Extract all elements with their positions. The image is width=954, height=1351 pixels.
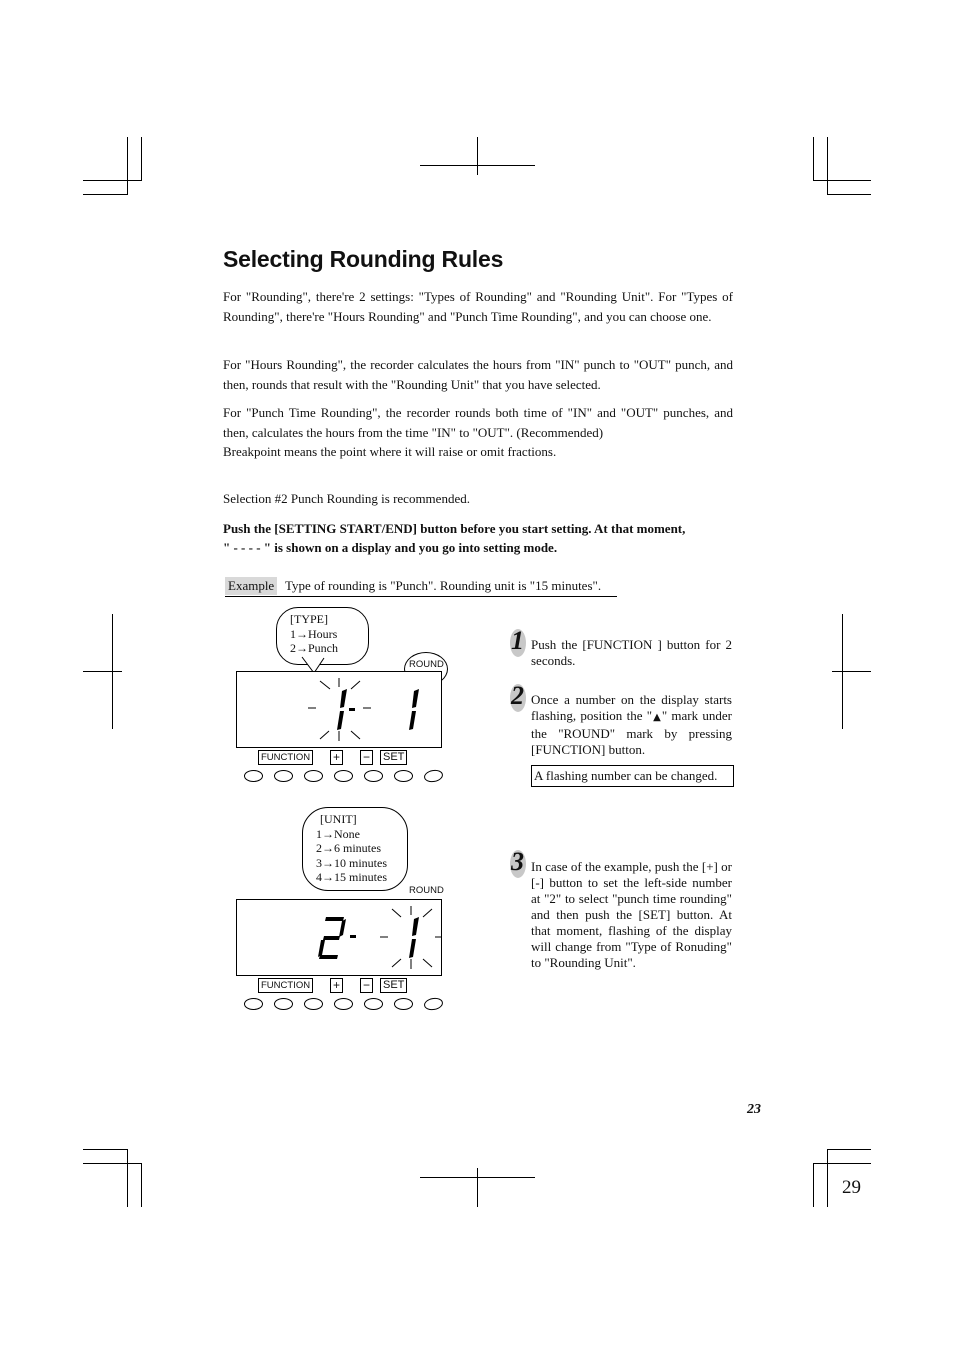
plus-button-label: + (330, 978, 343, 993)
button[interactable] (244, 770, 263, 782)
example-tag: Example (225, 577, 277, 595)
button[interactable] (423, 996, 444, 1011)
unit-bubble-line: 3→10 minutes (316, 855, 387, 870)
example-text: Type of rounding is "Punch". Rounding unit is "15 minutes". (285, 578, 602, 593)
step-2-number: 2 (511, 681, 524, 710)
flashing-note: A flashing number can be changed. (531, 765, 734, 787)
button[interactable] (334, 770, 353, 782)
button[interactable] (394, 998, 413, 1010)
step-3-number: 3 (511, 847, 524, 876)
type-bubble-line: [TYPE] (290, 612, 328, 626)
function-button-label: FUNCTION (258, 750, 313, 765)
button-row-2 (244, 998, 443, 1010)
button[interactable] (334, 998, 353, 1010)
minus-button-label: − (360, 750, 373, 765)
lcd-digits-1 (236, 671, 442, 748)
triangle-mark-icon: ▲ (652, 712, 662, 723)
step-2-text-after: " mark under the "ROUND" mark by pressing [FUNCTION] button. (531, 708, 732, 757)
button[interactable] (394, 770, 413, 782)
set-button-label: SET (380, 750, 407, 765)
button[interactable] (423, 768, 444, 783)
button[interactable] (244, 998, 263, 1010)
breakpoint-paragraph: Breakpoint means the point where it will raise or omit fractions. (223, 444, 557, 459)
unit-bubble-line: 1→None (316, 826, 360, 841)
button[interactable] (364, 998, 383, 1010)
step-1-number: 1 (511, 626, 524, 655)
round-label: ROUND (409, 659, 444, 670)
round-label: ROUND (409, 885, 444, 896)
lcd-digits-2 (236, 899, 442, 976)
instruction-line-2: " - - - - " is shown on a display and you go into setting mode. (223, 540, 558, 555)
button[interactable] (304, 998, 323, 1010)
button[interactable] (364, 770, 383, 782)
step-3-text: In case of the example, push the [+] or [-] button to set the left-side number at "2" to select "punch time rounding" and then push the [SET] button. At that moment, flashing of the display will change from "Type of Ronuding" to "Rounding Unit". (531, 859, 732, 970)
unit-bubble-line: 4→15 minutes (316, 870, 387, 884)
type-bubble-line: 1→Hours (290, 626, 338, 641)
page-number-italic: 23 (747, 1102, 761, 1117)
intro-paragraph: For "Rounding", there're 2 settings: "Types of Rounding" and "Rounding Unit". For "Types of Rounding", there're "Hours Rounding" and "Punch Time Rounding", and you can choose one. (223, 289, 733, 324)
unit-bubble (302, 807, 408, 891)
step-2-text (531, 692, 732, 758)
step-2-text-before: Once a number on the display starts flashing, position the " (531, 692, 732, 723)
step-1-text: Push the [FUNCTION ] button for 2 seconds. (531, 637, 732, 668)
type-bubble-line: 2→Punch (290, 641, 338, 655)
set-button-label: SET (380, 978, 407, 993)
hours-rounding-paragraph: For "Hours Rounding", the recorder calculates the hours from "IN" punch to "OUT" punch, and then, rounds that result with the "Rounding Unit" that you have selected. (223, 357, 733, 392)
recommendation-paragraph: Selection #2 Punch Rounding is recommended. (223, 491, 470, 506)
button-row-1 (244, 770, 443, 782)
unit-bubble-line: [UNIT] (320, 812, 357, 826)
button[interactable] (274, 770, 293, 782)
plus-button-label: + (330, 750, 343, 765)
page-title: Selecting Rounding Rules (223, 246, 504, 272)
example-underline (225, 596, 617, 597)
instruction-line-1: Push the [SETTING START/END] button before you start setting. At that moment, (223, 521, 686, 536)
minus-button-label: − (360, 978, 373, 993)
button[interactable] (304, 770, 323, 782)
page-number-box (828, 1165, 870, 1207)
unit-bubble-line: 2→6 minutes (316, 841, 381, 855)
page-number: 29 (842, 1177, 861, 1198)
punch-rounding-paragraph: For "Punch Time Rounding", the recorder rounds both time of "IN" and "OUT" punches, and then, calculates the hours from the time "IN" to "OUT". (Recommended) (223, 405, 733, 440)
function-button-label: FUNCTION (258, 978, 313, 993)
button[interactable] (274, 998, 293, 1010)
